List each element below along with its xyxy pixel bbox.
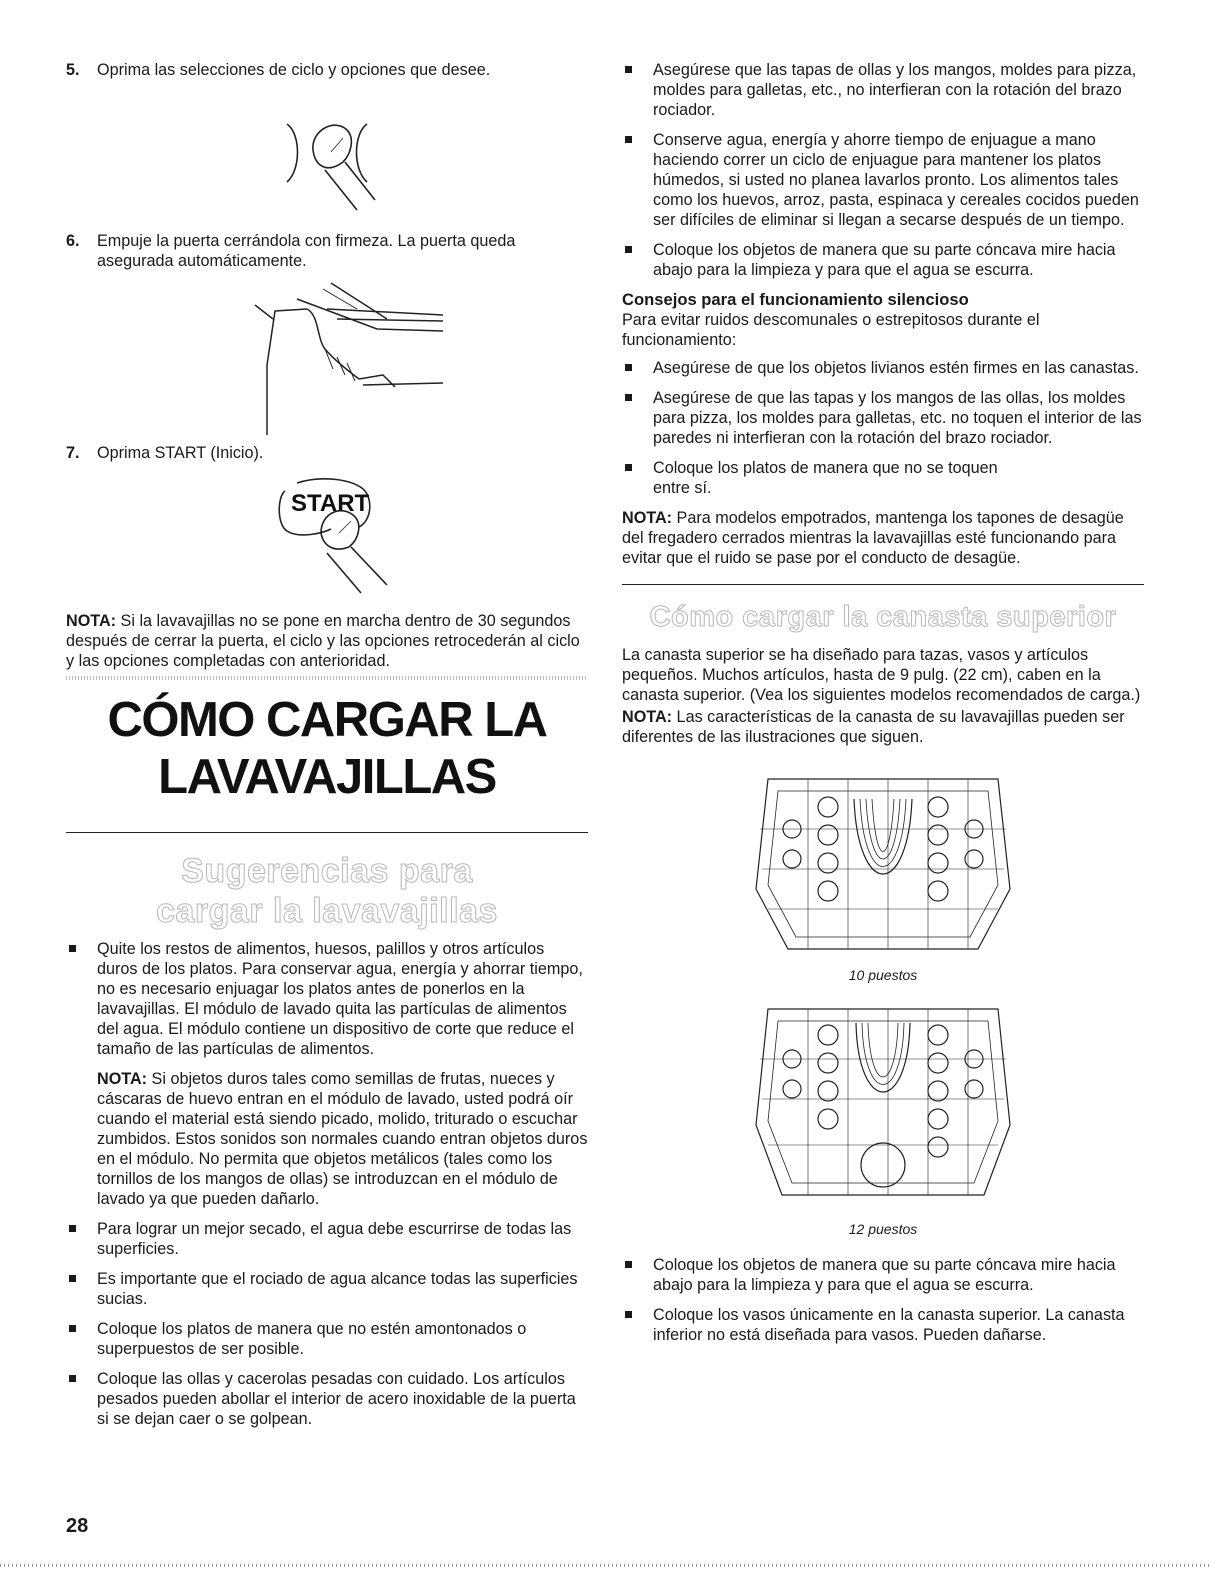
list-item: Coloque los objetos de manera que su parte cóncava mire hacia abajo para la limpieza y para que el agua se escurra. <box>622 1255 1144 1295</box>
note-label: NOTA: <box>622 708 673 726</box>
hand-door-icon <box>207 279 447 435</box>
rack-illustration-10-place <box>748 759 1018 959</box>
upper-rack-list <box>622 1255 1144 1345</box>
list-item: Coloque los platos de manera que no estén amontonados o superpuestos de ser posible. <box>66 1319 588 1359</box>
section-divider <box>622 584 1144 585</box>
rack-caption-2: 12 puestos <box>848 1221 918 1237</box>
step-text: Empuje la puerta cerrándola con firmeza. La puerta queda asegurada automáticamente. <box>97 232 516 270</box>
list-item: Asegúrese de que las tapas y los mangos de las ollas, los moldes para pizza, los moldes para galletas, etc. no toquen el interior de las paredes ni interfieran con la rotación del brazo rociador. <box>622 388 1144 448</box>
finger-press-icon <box>227 82 427 217</box>
note-text: Las características de la canasta de su lavavajillas pueden ser diferentes de las ilustraciones que siguen. <box>622 708 1125 746</box>
dish-rack-icon <box>748 759 1018 959</box>
list-item: Es importante que el rociado de agua alcance todas las superficies sucias. <box>66 1269 588 1309</box>
left-column <box>66 60 588 1439</box>
section-title <box>66 851 588 931</box>
section-title-line2: cargar la lavavajillas <box>156 892 498 930</box>
step-text: Oprima START (Inicio). <box>97 444 264 462</box>
list-item: Conserve agua, energía y ahorre tiempo de enjuague a mano haciendo correr un ciclo de enjuague para mantener los platos húmedos, si usted no planea lavarlos pronto. Los alimentos tales como los huevos, arroz, pasta, espinaca y cereales cocidos pueden ser difíciles de eliminar si llegan a secarse después de un tiempo. <box>622 130 1144 230</box>
step-5 <box>66 60 588 80</box>
dish-rack-icon <box>748 995 1018 1205</box>
hatched-divider <box>66 676 588 680</box>
note-text: Si la lavavajillas no se pone en marcha dentro de 30 segundos después de cerrar la puerta, el ciclo y las opciones retrocederán al ciclo y las opciones completadas con anterioridad. <box>66 612 580 670</box>
upper-rack-title: Cómo cargar la canasta superior <box>649 601 1117 633</box>
list-item: Quite los restos de alimentos, huesos, palillos y otros artículos duros de los platos. Para conservar agua, energía y ahorrar tiempo, no es necesario enjuagar los platos antes de ponerlos en la lavavajillas. El módulo de lavado quita las partículas de alimentos del agua. El módulo contiene un dispositivo de corte que reduce el tamaño de las partículas de alimentos. <box>66 939 588 1059</box>
main-title-line1: CÓMO CARGAR LA <box>107 693 547 747</box>
step-number: 7. <box>66 444 80 462</box>
right-column <box>622 60 1144 1355</box>
note-text: Si objetos duros tales como semillas de frutas, nueces y cáscaras de huevo entran en el módulo de lavado, usted podrá oír cuando el material está siendo picado, molido, triturado o escuchar zumbidos. Estos sonidos son normales cuando entran objetos duros en el módulo. No permita que objetos metálicos (tales como los tornillos de los mangos de ollas) se introduzcan en el módulo de lavado ya que pueden dañarlo. <box>97 1070 588 1208</box>
upper-rack-note <box>622 707 1144 747</box>
list-item-note <box>66 1069 588 1209</box>
list-item: Coloque las ollas y cacerolas pesadas con cuidado. Los artículos pesados pueden abollar el interior de acero inoxidable de la puerta si se dejan caer o se golpean. <box>66 1369 588 1429</box>
step-6 <box>66 231 588 271</box>
step-7 <box>66 443 588 463</box>
step-number: 5. <box>66 61 80 79</box>
upper-rack-intro: La canasta superior se ha diseñado para tazas, vasos y artículos pequeños. Muchos artículos, hasta de 9 pulg. (22 cm), caben en la canasta superior. (Vea los siguientes modelos recomendados de carga.) <box>622 646 1141 704</box>
main-title <box>66 692 588 806</box>
loading-tips-list <box>66 939 588 1429</box>
list-item: Asegúrese que las tapas de ollas y los mangos, moldes para pizza, moldes para galletas, etc., no interfieran con la rotación del brazo rociador. <box>622 60 1144 120</box>
note-label: NOTA: <box>622 509 673 527</box>
main-title-line2: LAVAVAJILLAS <box>158 750 496 804</box>
press-selection-illustration <box>227 82 427 217</box>
step-number: 6. <box>66 232 80 250</box>
rack-caption-1: 10 puestos <box>848 967 918 983</box>
quiet-note <box>622 508 1144 568</box>
list-item: Asegúrese de que los objetos livianos estén firmes en las canastas. <box>622 358 1144 378</box>
note-label: NOTA: <box>66 612 117 630</box>
page-number: 28 <box>66 1515 89 1537</box>
note-text: Para modelos empotrados, mantenga los tapones de desagüe del fregadero cerrados mientras la lavavajillas esté funcionando para evitar que el ruido se pase por el conducto de desagüe. <box>622 509 1124 567</box>
list-item: Coloque los objetos de manera que su parte cóncava mire hacia abajo para la limpieza y para que el agua se escurra. <box>622 240 1144 280</box>
start-note <box>66 611 588 671</box>
start-button-illustration <box>227 473 427 595</box>
list-item: Coloque los vasos únicamente en la canasta superior. La canasta inferior no está diseñada para vasos. Pueden dañarse. <box>622 1305 1144 1345</box>
list-item <box>622 458 1144 498</box>
quiet-operation-intro: Para evitar ruidos descomunales o estrepitosos durante el funcionamiento: <box>622 311 1040 349</box>
step-text: Oprima las selecciones de ciclo y opciones que desee. <box>97 61 491 79</box>
list-item: Para lograr un mejor secado, el agua debe escurrirse de todas las superficies. <box>66 1219 588 1259</box>
list-item-line: Coloque los platos de manera que no se toquen <box>653 459 998 477</box>
list-item-line: entre sí. <box>653 479 712 497</box>
rack-illustration-12-place <box>748 995 1018 1205</box>
section-title-line1: Sugerencias para <box>181 852 473 890</box>
start-button-label: START <box>291 490 370 517</box>
title-divider <box>66 832 588 833</box>
quiet-operation-heading: Consejos para el funcionamiento silencioso <box>622 290 969 309</box>
note-label: NOTA: <box>97 1070 148 1088</box>
door-close-illustration <box>207 279 447 435</box>
bottom-scan-edge <box>0 1564 1211 1567</box>
